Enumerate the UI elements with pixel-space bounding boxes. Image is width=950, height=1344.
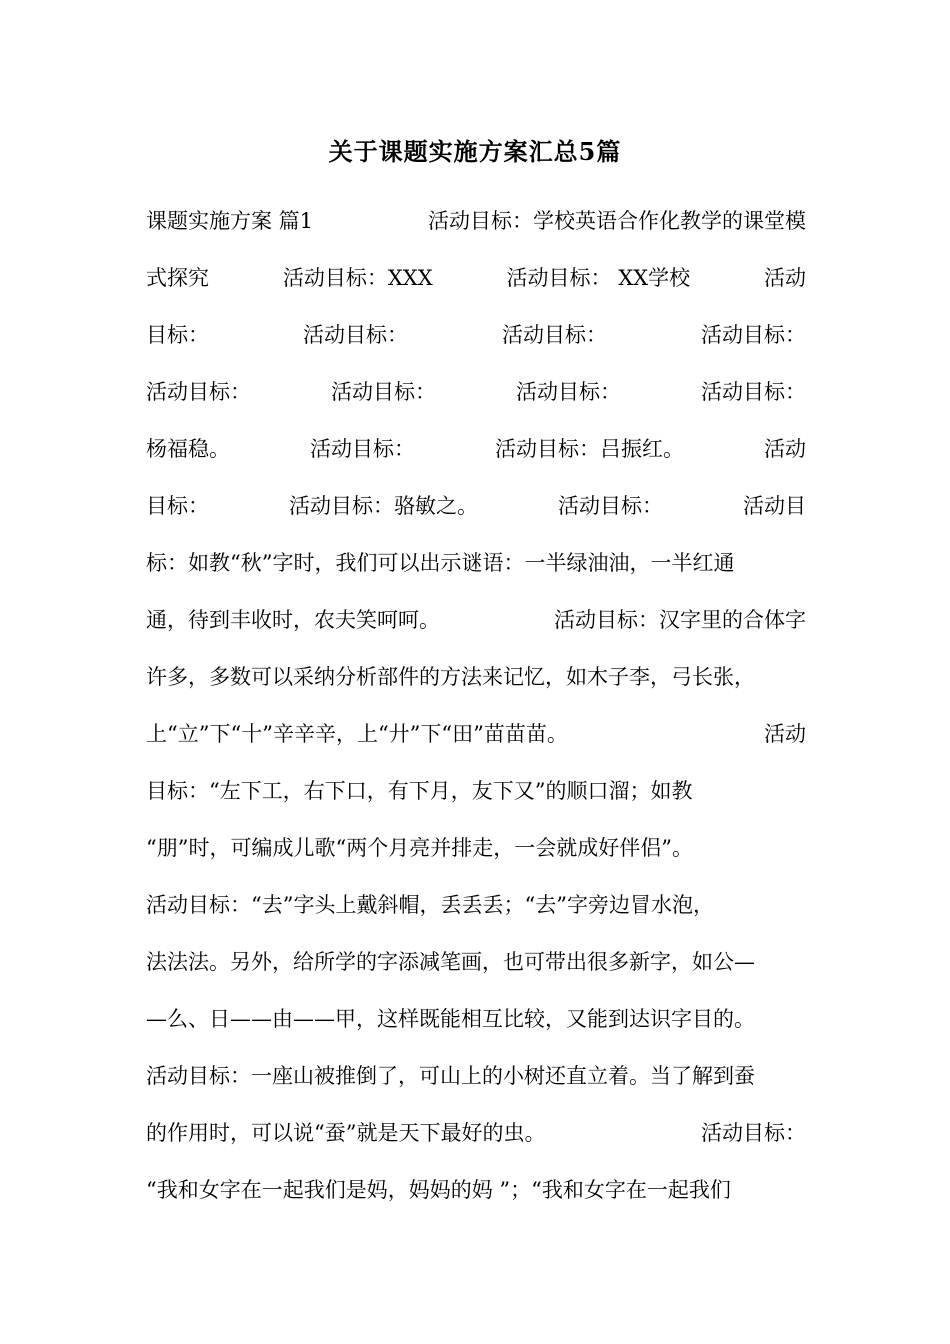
text-segment: 活动目标：“去”字头上戴斜帽，丢丢丢；“去”字旁边冒水泡， [146, 893, 714, 917]
text-segment: 标：如教“秋”字时，我们可以出示谜语：一半绿油油，一半红通 [146, 551, 735, 575]
text-line [146, 884, 806, 941]
text-segment: 活动目标： [146, 380, 251, 404]
text-segment: 目标： [146, 494, 209, 518]
document-body [146, 200, 806, 1226]
text-segment: 目标： [146, 323, 209, 347]
text-segment: 活动目标： [558, 494, 663, 518]
text-segment: 活动目标： [701, 380, 806, 404]
text-segment: 杨福稳。 [146, 437, 230, 461]
text-segment: 目标：“左下工，右下口，有下月，友下又”的顺口溜；如教 [146, 779, 693, 803]
text-segment: 活动目标：吕振红。 [495, 437, 684, 461]
text-line [146, 656, 806, 713]
text-segment: —么、日——由——甲，这样既能相互比较，又能到达识字目的。 [146, 1007, 755, 1031]
text-segment: 活动 [764, 437, 806, 461]
text-segment: 活动目标：学校英语合作化教学的课堂模 [428, 209, 806, 233]
text-segment: 活动目标： [516, 380, 621, 404]
text-line [146, 314, 806, 371]
text-line [146, 200, 806, 257]
text-line [146, 257, 806, 314]
text-line [146, 1055, 806, 1112]
text-line [146, 1169, 806, 1226]
text-segment: “我和女字在一起我们是妈，妈妈的妈 ”；“我和女字在一起我们 [146, 1178, 731, 1202]
text-segment: 通，待到丰收时，农夫笑呵呵。 [146, 608, 440, 632]
text-segment: 的作用时，可以说“蚕”就是天下最好的虫。 [146, 1121, 546, 1145]
text-line [146, 428, 806, 485]
text-line [146, 770, 806, 827]
text-segment: 活动目标： XX学校 [506, 266, 691, 290]
text-segment: 课题实施方案 篇1 [146, 209, 314, 233]
text-line [146, 941, 806, 998]
text-segment: 活动目标： [310, 437, 415, 461]
text-segment: 活动目标：汉字里的合体字 [554, 608, 806, 632]
text-segment: 式探究 [146, 266, 209, 290]
document-title: 关于课题实施方案汇总5篇 [328, 137, 622, 166]
text-segment: 许多，多数可以采纳分析部件的方法来记忆，如木子李，弓长张， [146, 665, 755, 689]
text-segment: 活动目标： [331, 380, 436, 404]
text-segment: 活动目标： [701, 1121, 806, 1145]
text-line [146, 599, 806, 656]
text-line [146, 1112, 806, 1169]
text-segment: 法法法。另外，给所学的字添减笔画，也可带出很多新字，如公— [146, 950, 755, 974]
text-segment: 活动目 [743, 494, 806, 518]
text-segment: 活动目标： [701, 323, 806, 347]
text-line [146, 827, 806, 884]
text-segment: 活动目标：一座山被推倒了，可山上的小树还直立着。当了解到蚕 [146, 1064, 755, 1088]
text-line [146, 713, 806, 770]
text-segment: 活动目标： [303, 323, 408, 347]
text-line [146, 542, 806, 599]
text-line [146, 485, 806, 542]
text-segment: “朋”时，可编成儿歌“两个月亮并排走，一会就成好伴侣”。 [146, 836, 693, 860]
text-segment: 活动目标： [502, 323, 607, 347]
text-line [146, 371, 806, 428]
text-segment: 活动 [764, 722, 806, 746]
text-segment: 活动 [763, 266, 806, 290]
text-segment: 活动目标：骆敏之。 [289, 494, 478, 518]
text-line [146, 998, 806, 1055]
text-segment: 活动目标：XXX [282, 266, 433, 290]
text-segment: 上“立”下“十”辛辛辛，上“廾”下“田”苗苗苗。 [146, 722, 568, 746]
